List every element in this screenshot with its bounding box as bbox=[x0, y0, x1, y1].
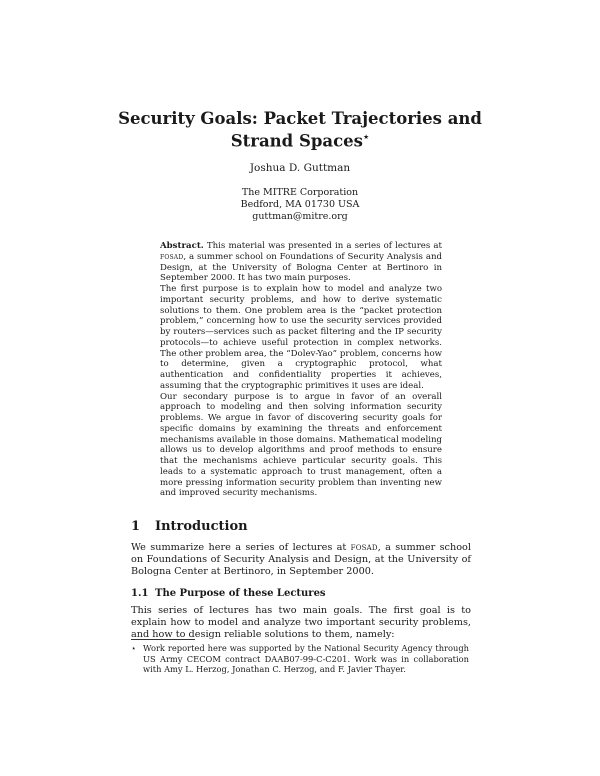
footnote-rule bbox=[131, 639, 195, 640]
purpose-paragraph: This series of lectures has two main goals. The first goal is to explain how to model and analyze two important security problems, and how to design reliable solutions to them, namely: bbox=[131, 605, 471, 640]
footnote bbox=[131, 643, 471, 675]
intro-before: We summarize here a series of lectures at bbox=[131, 542, 347, 553]
title-footnote-mark: ⋆ bbox=[362, 132, 370, 143]
affiliation-address: Bedford, MA 01730 USA bbox=[240, 199, 360, 210]
title-text: Security Goals: Packet Trajectories and Strand Spaces bbox=[118, 109, 482, 151]
affiliation-org: The MITRE Corporation bbox=[241, 187, 359, 198]
subsection-heading-purpose bbox=[131, 588, 326, 599]
intro-fosad: fosad bbox=[350, 542, 378, 553]
affiliation-block bbox=[0, 187, 600, 223]
section-heading-introduction bbox=[131, 519, 248, 534]
abstract-paragraph-2: The first purpose is to explain how to model and analyze two important security problems, and how to derive systematic solutions to them. One problem area is the “packet protection problem,” concerning how to use the security services provided by routers—services such as packet filtering and the IP security protocols—to achieve useful protection in complex networks. The other problem area, the “Dolev-Yao” problem, concerns how to determine, given a cryptographic protocol, what authentication and confidentiality properties it achieves, assuming that the cryptographic primitives it uses are ideal. bbox=[160, 284, 442, 391]
section-title: Introduction bbox=[155, 519, 248, 534]
subsection-title: The Purpose of these Lectures bbox=[155, 588, 326, 599]
introduction-paragraph bbox=[131, 542, 471, 578]
author-name: Joshua D. Guttman bbox=[249, 162, 351, 174]
intro-after: , a summer school on Foundations of Security Analysis and Design, at the University of Bologna Center at Bertinoro, in September 2000. bbox=[131, 542, 471, 577]
abstract-paragraph-1 bbox=[160, 241, 442, 284]
abstract-paragraph-3: Our secondary purpose is to argue in favor of an overall approach to modeling and then solving information security problems. We argue in favor of discovering security goals for specific domains by examining the threats and enforcement mechanisms available in those domains. Mathematical modeling allows us to develop algorithms and proof methods to ensure that the mechanisms achieve particular security goals. This leads to a systematic approach to trust management, often a more pressing information security problem than inventing new and improved security mechanisms. bbox=[160, 391, 442, 499]
footnote-text: Work reported here was supported by the National Security Agency through US Army CECOM contract DAAB07-99-C-C201. Work was in collaboration with Amy L. Herzog, Jonathan C. Herzog, and F. Javier Thayer. bbox=[143, 643, 469, 674]
abstract-p1-after: , a summer school on Foundations of Security Analysis and Design, at the University of Bologna Center at Bertinoro in September 2000. It has two main purposes. bbox=[160, 251, 442, 284]
abstract-p1-before: This material was presented in a series of lectures at bbox=[206, 241, 442, 251]
abstract-fosad: fosad bbox=[160, 251, 184, 262]
subsection-number: 1.1 bbox=[131, 588, 149, 599]
abstract-block bbox=[160, 241, 442, 499]
abstract-label: Abstract. bbox=[160, 241, 204, 251]
paper-title bbox=[100, 109, 500, 151]
affiliation-email: guttman@mitre.org bbox=[252, 211, 348, 222]
footnote-mark: ⋆ bbox=[131, 643, 137, 653]
section-number: 1 bbox=[131, 519, 141, 534]
